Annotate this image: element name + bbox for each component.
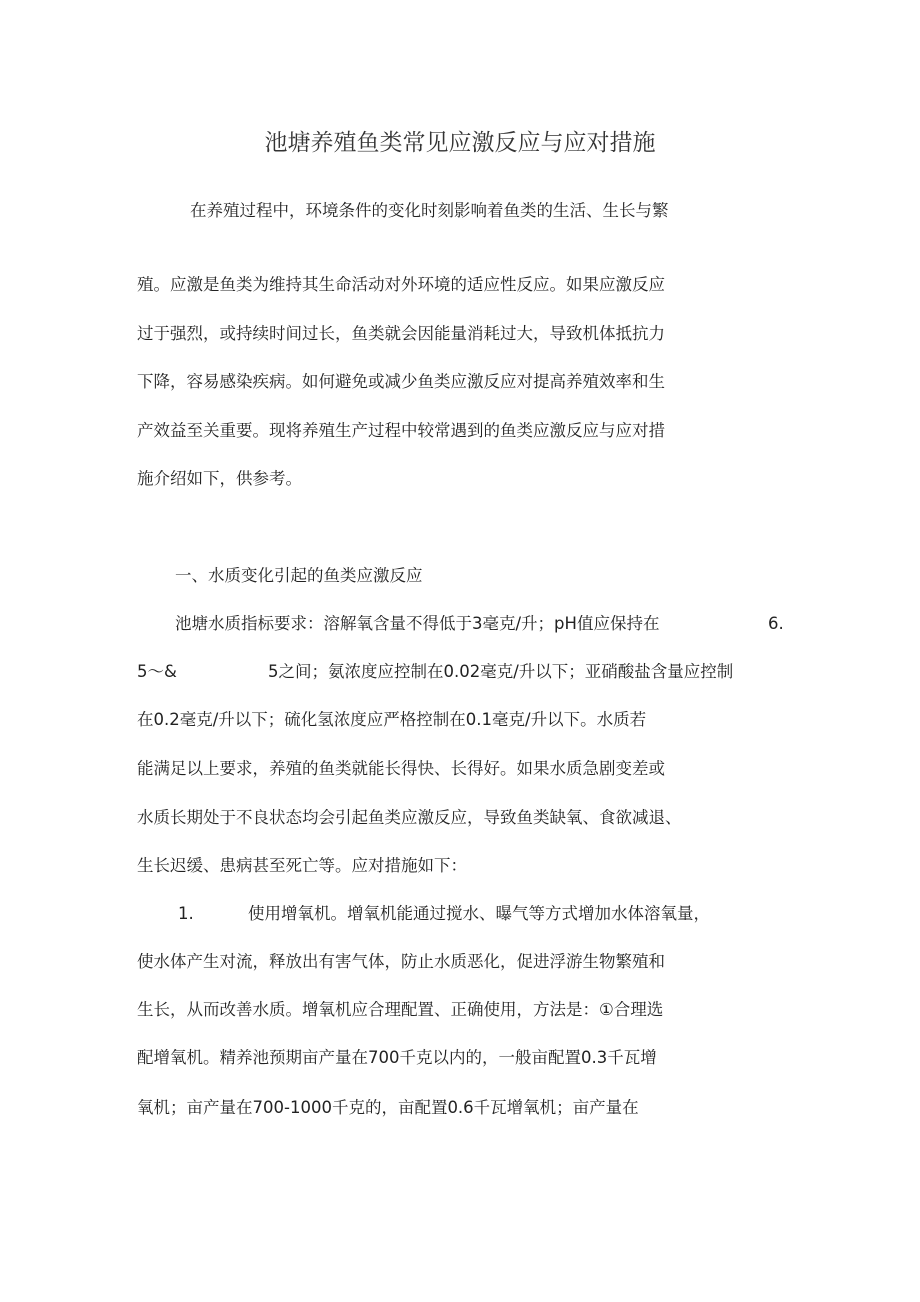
body-line: 5之间；氨浓度应控制在0.02毫克/升以下；亚硝酸盐含量应控制 bbox=[268, 662, 734, 681]
list-item-line: 使用增氧机。增氧机能通过搅水、曝气等方式增加水体溶氧量， bbox=[248, 904, 710, 923]
body-line: 能满足以上要求，养殖的鱼类就能长得快、长得好。如果水质急剧变差或 bbox=[137, 759, 665, 778]
intro-line: 殖。应激是鱼类为维持其生命活动对外环境的适应性反应。如果应激反应 bbox=[137, 275, 665, 294]
list-item-line: 氧机；亩产量在700-1000千克的，亩配置0.6千瓦增氧机；亩产量在 bbox=[137, 1098, 639, 1117]
intro-line: 过于强烈，或持续时间过长，鱼类就会因能量消耗过大，导致机体抵抗力 bbox=[137, 324, 665, 343]
list-item-line: 配增氧机。精养池预期亩产量在700千克以内的，一般亩配置0.3千瓦增 bbox=[137, 1048, 657, 1067]
list-number: 1. bbox=[178, 904, 194, 923]
body-line-head: 5～& bbox=[137, 662, 177, 681]
intro-line: 产效益至关重要。现将养殖生产过程中较常遇到的鱼类应激反应与应对措 bbox=[137, 421, 665, 440]
body-line: 在0.2毫克/升以下；硫化氢浓度应严格控制在0.1毫克/升以下。水质若 bbox=[137, 710, 647, 729]
intro-line: 下降，容易感染疾病。如何避免或减少鱼类应激反应对提高养殖效率和生 bbox=[137, 372, 665, 391]
intro-line: 施介绍如下，供参考。 bbox=[137, 469, 302, 488]
list-item-line: 使水体产生对流，释放出有害气体，防止水质恶化，促进浮游生物繁殖和 bbox=[137, 952, 665, 971]
body-line: 生长迟缓、患病甚至死亡等。应对措施如下： bbox=[137, 856, 467, 875]
body-line: 池塘水质指标要求：溶解氧含量不得低于3毫克/升；pH值应保持在 bbox=[175, 614, 660, 633]
section-heading: 一、水质变化引起的鱼类应激反应 bbox=[175, 566, 423, 585]
intro-line: 在养殖过程中，环境条件的变化时刻影响着鱼类的生活、生长与繁 bbox=[190, 201, 669, 220]
list-item-line: 生长，从而改善水质。增氧机应合理配置、正确使用，方法是：①合理选 bbox=[137, 1000, 664, 1019]
body-line-tail: 6. bbox=[768, 614, 784, 633]
document-title: 池塘养殖鱼类常见应激反应与应对措施 bbox=[264, 130, 656, 156]
body-line: 水质长期处于不良状态均会引起鱼类应激反应，导致鱼类缺氧、食欲减退、 bbox=[137, 808, 682, 827]
